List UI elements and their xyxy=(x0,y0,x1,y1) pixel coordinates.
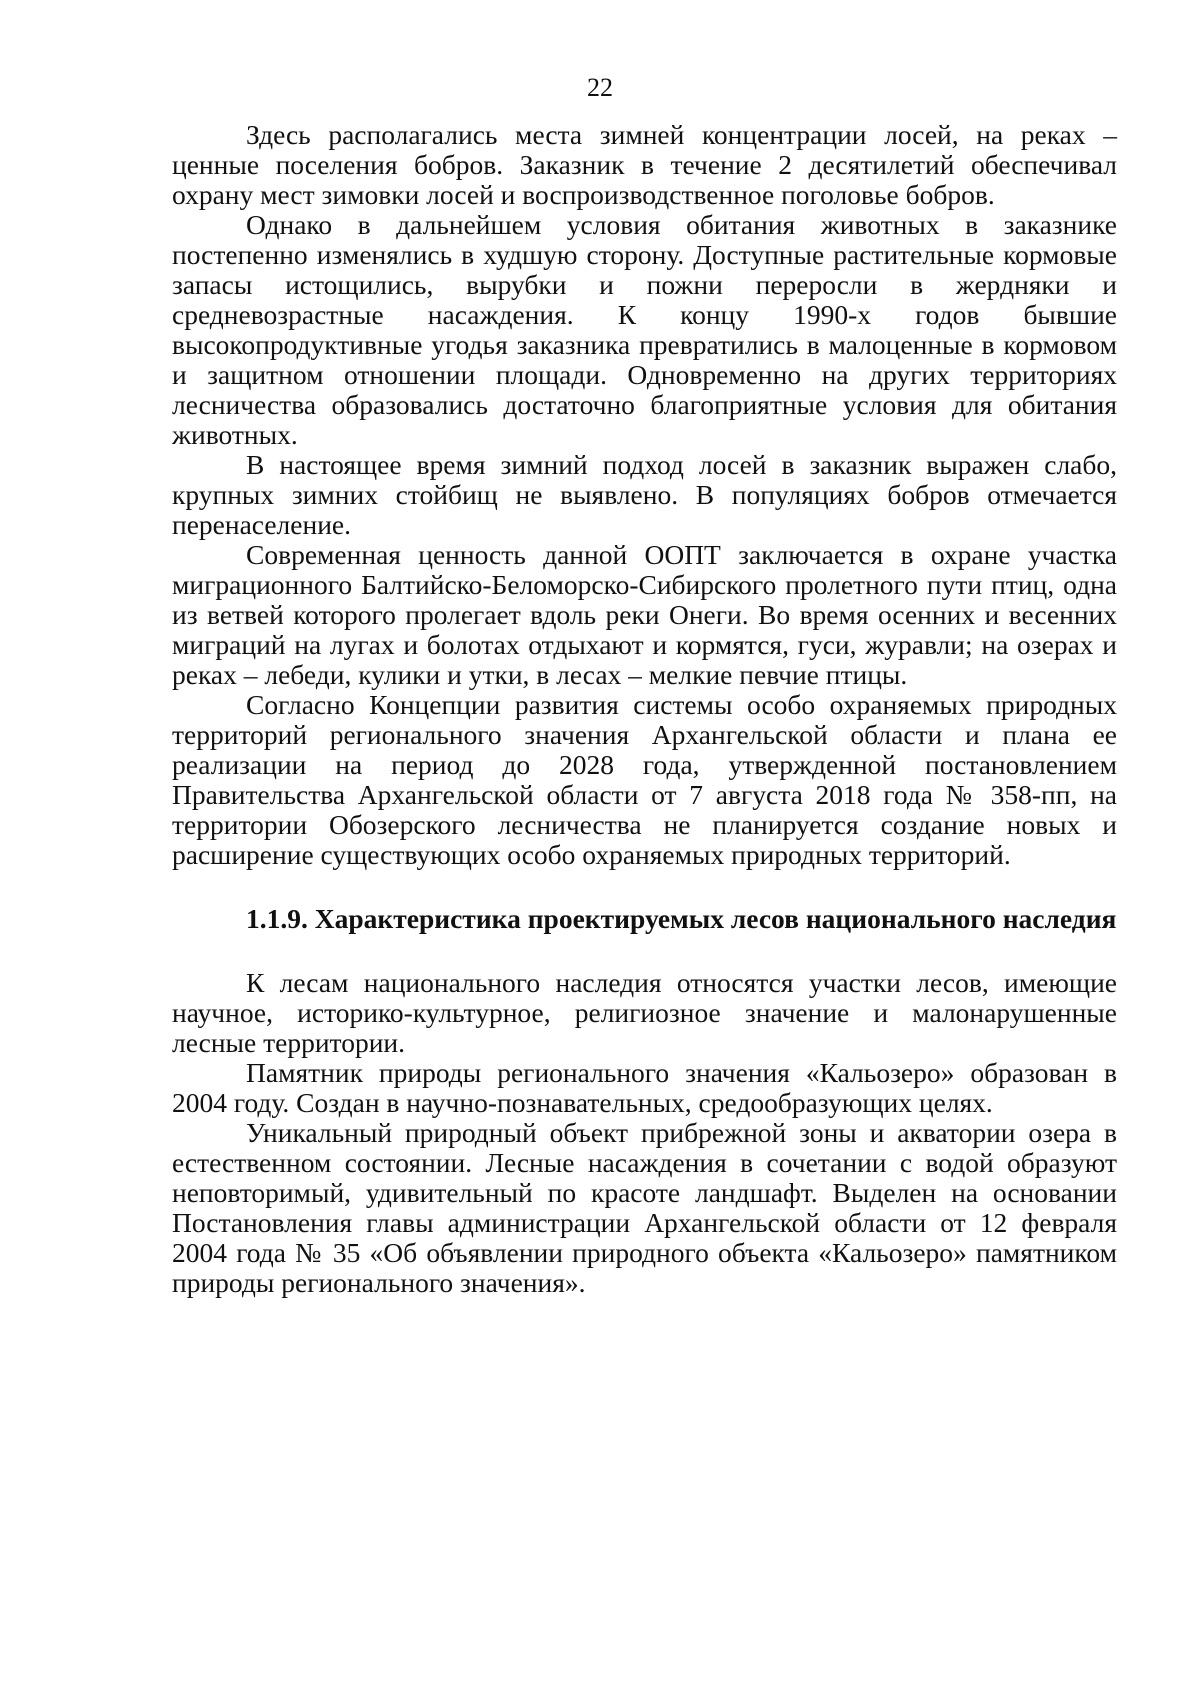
section-heading: 1.1.9. Характеристика проектируемых лесов национального наследия xyxy=(246,903,1117,934)
paragraph-concept: Согласно Концепции развития системы особо охраняемых природных территорий регионального значения Архангельской области и плана ее реализации на период до 2028 года, утвержденной постановлением Правительства Архангельской области от 7 августа 2018 года № 358-пп, на территории Обозерского лесничества не планируется создание новых и расширение существующих особо охраняемых природных территорий. xyxy=(172,689,1117,870)
page-body xyxy=(172,120,1117,1298)
page-number: 22 xyxy=(587,73,613,102)
paragraph-bird-migration: Современная ценность данной ООПТ заключается в охране участка миграционного Балтийско-Беломорско-Сибирского пролетного пути птиц, одна из ветвей которого пролегает вдоль реки Онеги. Во время осенних и весенних миграций на лугах и болотах отдыхают и кормятся, гуси, журавли; на озерах и реках – лебеди, кулики и утки, в лесах – мелкие певчие птицы. xyxy=(172,539,1117,690)
paragraph-unique-object: Уникальный природный объект прибрежной зоны и акватории озера в естественном состоянии. Лесные насаждения в сочетании с водой образуют неповторимый, удивительный по красоте ландшафт. Выделен на основании Постановления главы администрации Архангельской области от 12 февраля 2004 года № 35 «Об объявлении природного объекта «Кальозеро» памятником природы регионального значения». xyxy=(172,1117,1117,1298)
paragraph-moose-beavers: Здесь располагались места зимней концентрации лосей, на реках – ценные поселения бобров. Заказник в течение 2 десятилетий обеспечивал охрану мест зимовки лосей и воспроизводственное поголовье бобров. xyxy=(172,119,1117,210)
paragraph-current-state: В настоящее время зимний подход лосей в заказник выражен слабо, крупных зимних стойбищ не выявлено. В популяциях бобров отмечается перенаселение. xyxy=(172,449,1117,540)
paragraph-kalozero-monument: Памятник природы регионального значения «Кальозеро» образован в 2004 году. Создан в научно-познавательных, средообразующих целях. xyxy=(172,1057,1117,1118)
paragraph-heritage-forests: К лесам национального наследия относятся участки лесов, имеющие научное, историко-культурное, религиозное значение и малонарушенные лесные территории. xyxy=(172,967,1117,1058)
paragraph-habitat-decline: Однако в дальнейшем условия обитания животных в заказнике постепенно изменялись в худшую сторону. Доступные растительные кормовые запасы истощились, вырубки и пожни переросли в жердняки и средневозрастные насаждения. К концу 1990-х годов бывшие высокопродуктивные угодья заказника превратились в малоценные в кормовом и защитном отношении площади. Одновременно на других территориях лесничества образовались достаточно благоприятные условия для обитания животных. xyxy=(172,209,1117,450)
